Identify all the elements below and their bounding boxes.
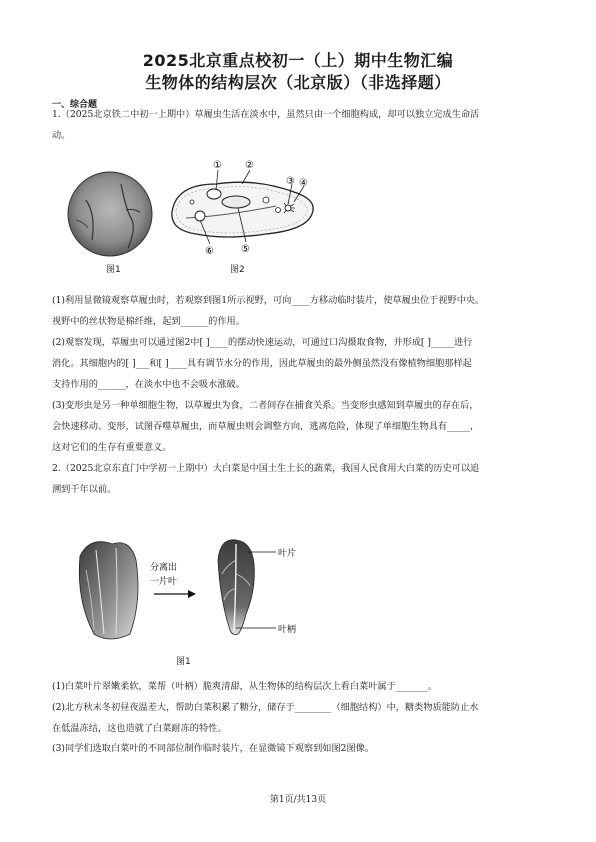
q1-sub1 (52, 290, 550, 332)
q2-figure-1 (70, 530, 310, 650)
section-heading: 一、综合题 (52, 100, 98, 110)
q1-sub3-line3: 这对它们的生存有重要意义。 (52, 442, 172, 453)
q1-sub1-line2: 视野中的丝状物是棉纤维，起到______的作用。 (52, 316, 245, 327)
arrow-text-2: 一片叶 (150, 577, 178, 587)
q2-sub2-line2: 在低温冻结，这也造就了白菜耐冻的特性。 (52, 723, 227, 734)
q2-sub2-line1: (2)北方秋末冬初昼夜温差大，帮助白菜积累了糖分，储存于________（细胞结构）中，糖类物质能防止水 (52, 702, 479, 713)
q1-sub3 (52, 395, 550, 458)
q2-sub1 (52, 676, 550, 697)
q2-sub3 (52, 738, 550, 759)
marker-4: ④ (299, 178, 308, 189)
q2-sub1-line1: (1)白菜叶片翠嫩柔软，菜帮（叶柄）脆爽清甜，从生物体的结构层次上看白菜叶属于_______。 (52, 681, 438, 692)
q2-sub2 (52, 697, 550, 739)
q1-sub2-line1: (2)观察发现，草履虫可以通过图2中[ ]____的摆动快速运动，可通过口沟摄取食物，并形成[ ]_____进行 (52, 337, 473, 348)
q1-figure-2 (166, 158, 322, 258)
petiole-label: 叶柄 (278, 625, 297, 635)
q1-sub3-line2: 会快速移动、变形，试图吞噬草履虫，而草履虫则会调整方向，逃离危险，体现了单细胞生物具有_____， (52, 421, 480, 432)
marker-3: ③ (286, 176, 295, 187)
q1-sub1-line1: (1)利用显微镜观察草履虫时，若观察到图1所示视野，可向____方移动临时装片，使草履虫位于视野中央。 (52, 295, 485, 306)
marker-5: ⑤ (241, 244, 250, 255)
q1-stem-line2: 动。 (52, 130, 71, 141)
arrow-text-1: 分离出 (150, 563, 178, 573)
page-footer: 第1页/共13页 (269, 795, 327, 805)
q1-sub2-line2: 消化。其细胞内的[ ]___和[ ]____具有调节水分的作用，因此草履虫的最外侧虽然没有像植物细胞那样起 (52, 358, 472, 369)
q1-figure-1 (66, 170, 154, 258)
page-subtitle: 生物体的结构层次（北京版）（非选择题） (145, 73, 451, 92)
q1-sub2-line3: 支持作用的______，在淡水中也不会吸水涨破。 (52, 379, 245, 390)
q2-stem (52, 458, 550, 500)
marker-1: ① (213, 160, 222, 171)
q1-fig2-label: 图2 (230, 265, 245, 275)
page-title: 2025北京重点校初一（上）期中生物汇编 (142, 51, 454, 70)
q2-fig1-label: 图1 (176, 657, 191, 667)
marker-2: ② (245, 160, 254, 171)
q1-stem (52, 104, 550, 146)
marker-6: ⑥ (205, 246, 214, 257)
q1-stem-line1: 1.（2025北京铁二中初一上期中）草履虫生活在淡水中，虽然只由一个细胞构成，却可以独立完成生命活 (52, 109, 480, 120)
q1-sub3-line1: (3)变形虫是另一种单细胞生物，以草履虫为食，二者间存在捕食关系。当变形虫感知到草履虫的存在后， (52, 400, 479, 411)
q1-fig1-label: 图1 (106, 265, 121, 275)
leaf-blade-label: 叶片 (278, 549, 297, 559)
q2-sub3-line1: (3)同学们选取白菜叶的不同部位制作临时装片，在显微镜下观察到如图2图像。 (52, 743, 375, 754)
q2-stem-line2: 溯到千年以前。 (52, 484, 117, 495)
q1-sub2 (52, 332, 550, 395)
q2-stem-line1: 2.（2025北京东直门中学初一上期中）大白菜是中国土生土长的蔬菜，我国人民食用大白菜的历史可以追 (52, 463, 480, 474)
